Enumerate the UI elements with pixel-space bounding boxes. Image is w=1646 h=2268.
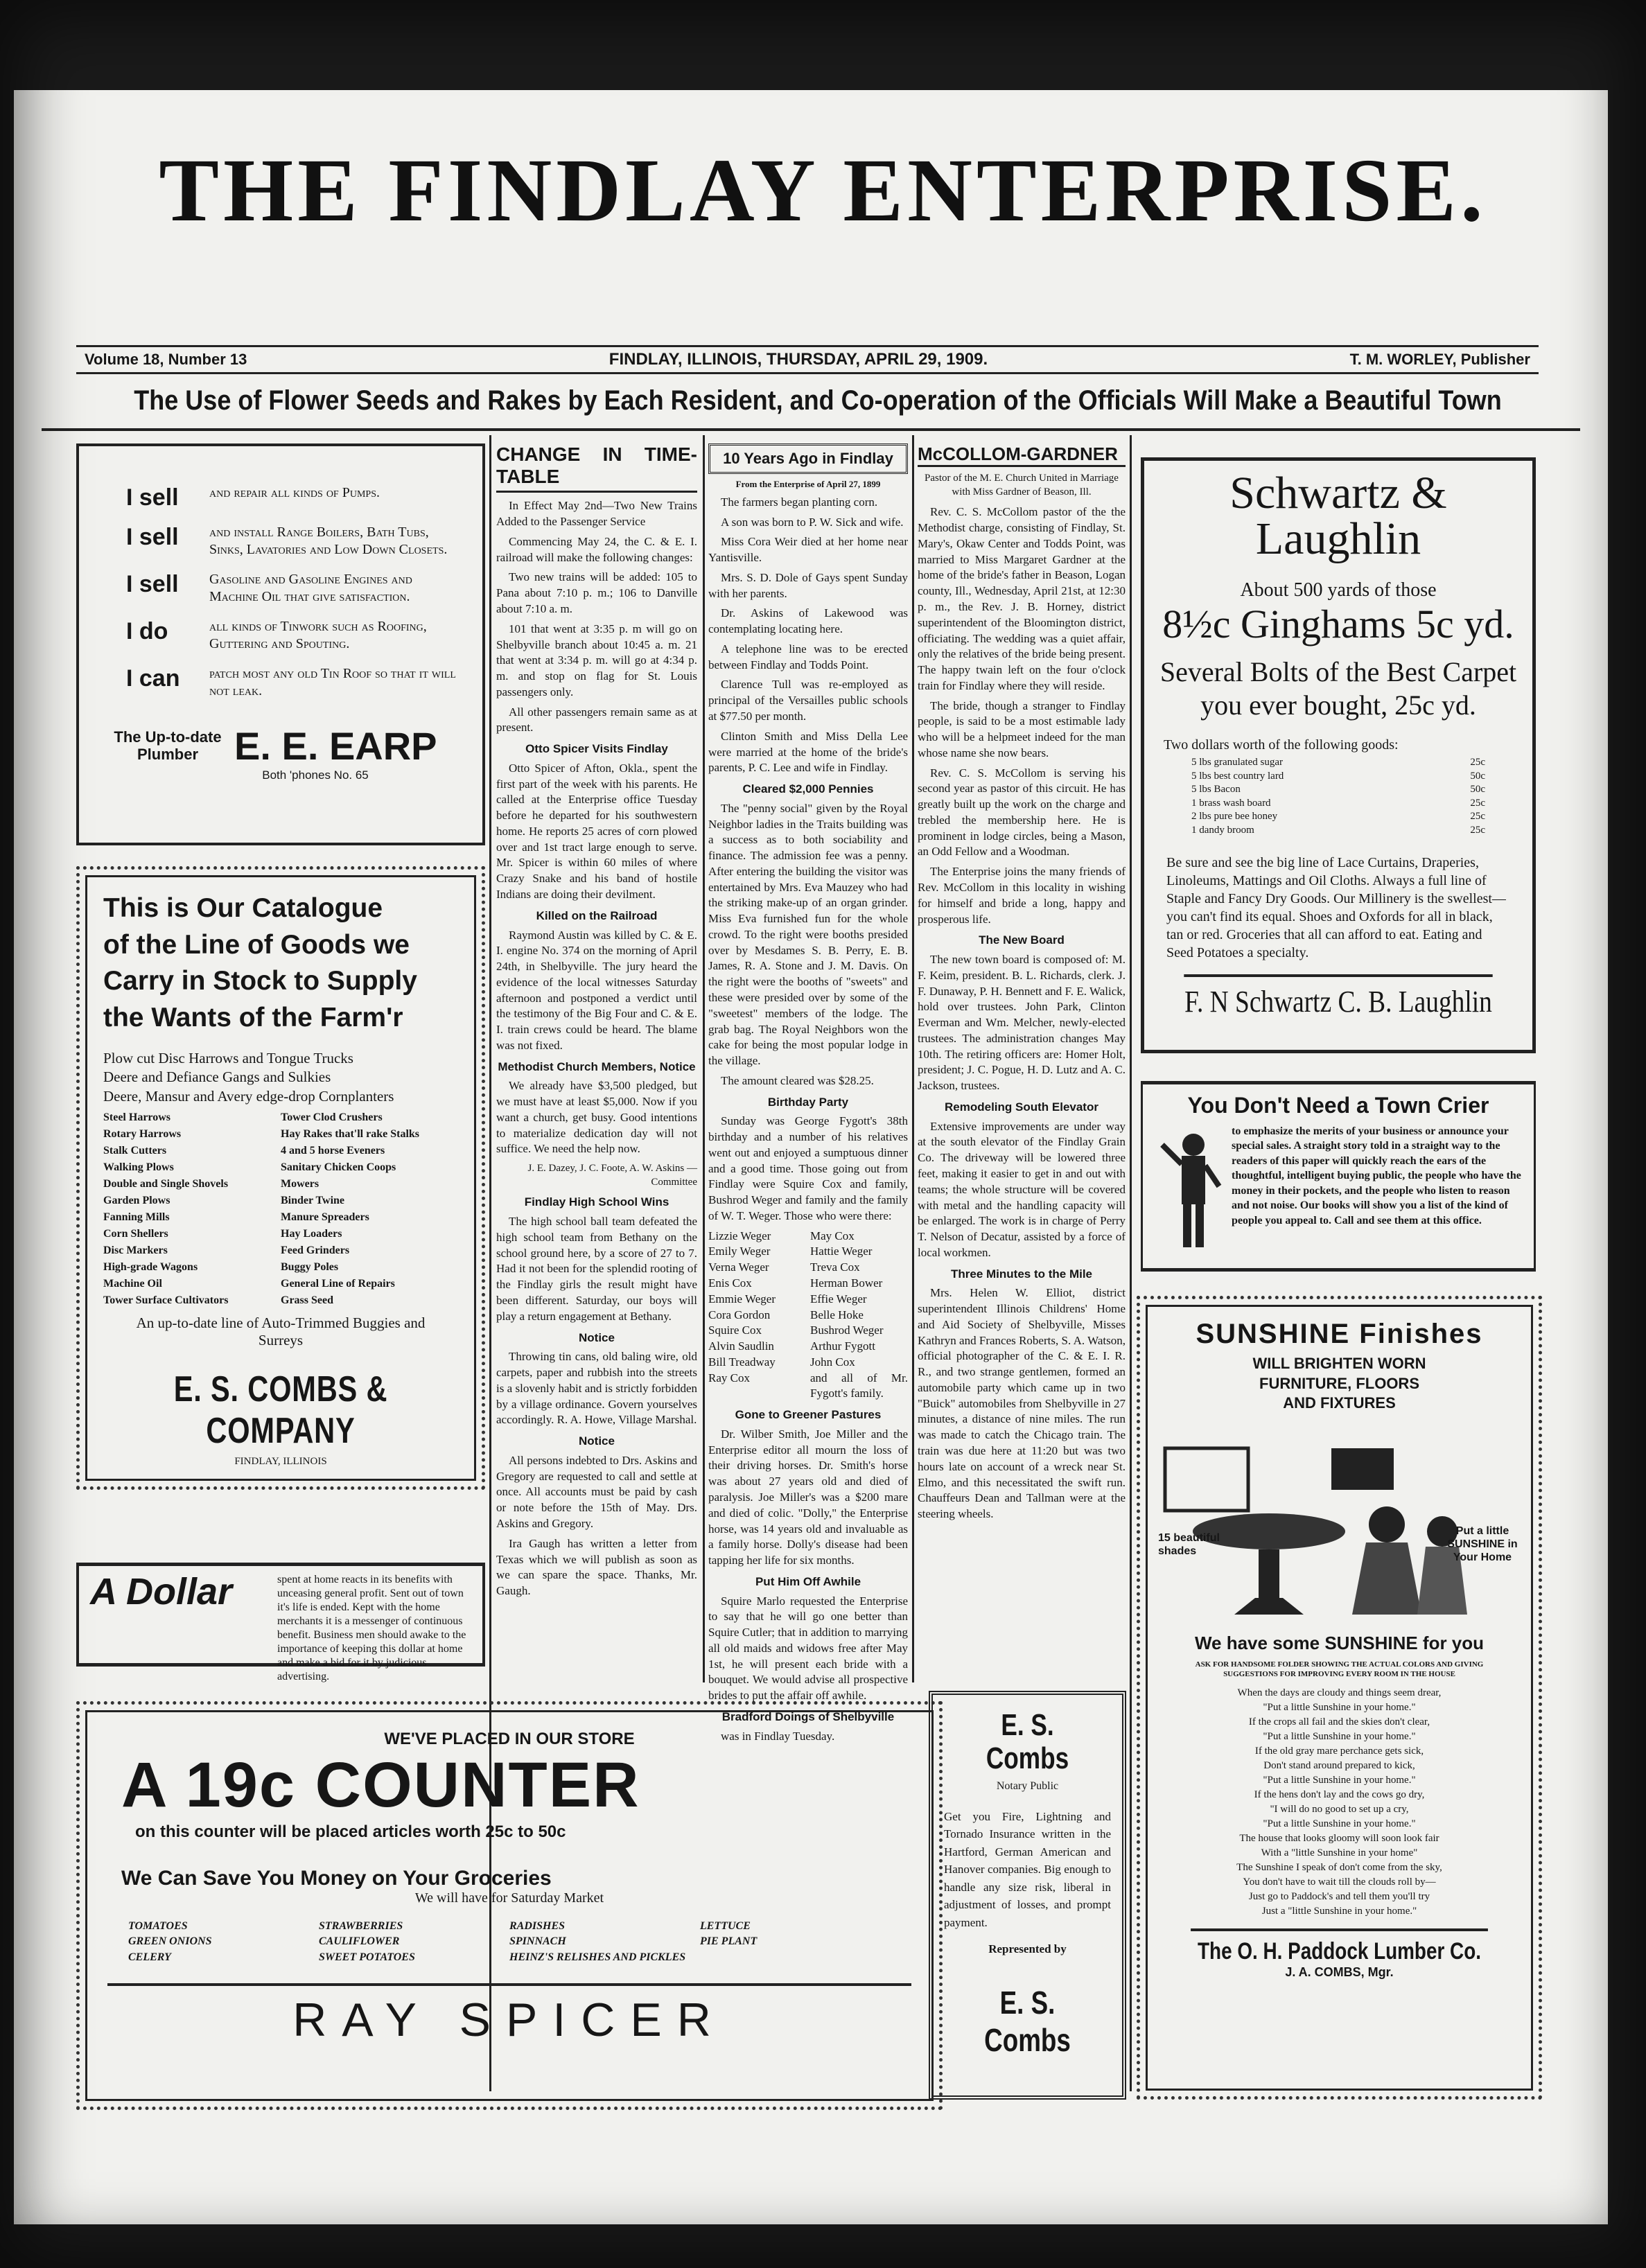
catalogue-lists	[103, 1109, 458, 1309]
story-paragraph: was in Findlay Tuesday.	[721, 1729, 835, 1743]
sunshine-illustration	[1158, 1421, 1521, 1628]
grocery-item: STRAWBERRIES	[319, 1919, 403, 1932]
story-paragraph: Mrs. Helen W. Elliot, district superintendent Illinois Childrens' Home and Aid Society of Shelbyville, Misses Kathryn and Frances Roberts, S. A. Watson, official photographer of the C. & E. I. R. R., and two strange gentlemen, formed an automobile party which came up in two "Buick" automobiles from Shelbyville in 27 minutes, a distance of nine miles. The run was made to catch the Chicago train. The train was due here at 11:20 but was two hours late on account of a wreck near St. Elmo, and this necessitated the swift run. Chauffeurs Dean and Tallman were at the steering wheels.	[918, 1286, 1126, 1521]
poem-line: "I will do no good to set up a cry,	[1270, 1804, 1409, 1816]
guest-name: Herman Bower	[810, 1276, 883, 1290]
story-headline: Cleared $2,000 Pennies	[742, 782, 874, 796]
story-headline: Birthday Party	[767, 1095, 849, 1109]
sunshine-bottom: We have some SUNSHINE for you	[1194, 1632, 1485, 1653]
guest-name: Verna Weger	[708, 1260, 769, 1274]
story-paragraph: Raymond Austin was killed by C. & E. I. engine No. 374 on the morning of April 24th, in Shelbyville. The jury heard the evidence of the local witnesses Saturday afternoon and postponed a verdict until the testimony of the Big Four and C. & E. I. train crews could be heard. The blame was not fixed.	[496, 928, 697, 1052]
spicer-counter: A 19c COUNTER	[121, 1750, 640, 1820]
guest-name: Arthur Fygott	[810, 1339, 875, 1353]
grocery-item: RADISHES	[509, 1919, 566, 1932]
catalogue-item: Manure Spreaders	[281, 1211, 369, 1224]
earp-row: I sell Gasoline and Gasoline Engines and Machine Oil that give satisfaction.	[126, 571, 412, 604]
poem-line: If the crops all fail and the skies don't clear,	[1248, 1716, 1430, 1728]
story-paragraph: Ira Gaugh has written a letter from Texas which we will publish as soon as we can spare the space. Thanks, Mr. Gaugh.	[496, 1536, 697, 1598]
story-paragraph: The new town board is composed of: M. F. Keim, president. B. L. Richards, clerk. J. F. Dunaway, P. H. Bennett and F. E. Walick, hold over trustees. John Park, Clinton Everman and Wm. Melcher, newly-elected trustees. The administration changes May 10th. The retiring officers are: Homer Holt, president; J. C. Pogue, H. D. Lutz and A. C. Jackson, trustees.	[918, 953, 1126, 1093]
earp-name: E. E. EARP	[234, 724, 437, 768]
story-paragraph: The amount cleared was $28.25.	[721, 1073, 874, 1087]
story-paragraph: Rev. C. S. McCollom pastor of the the Methodist charge, consisting of Findlay, St. Mary's, Okaw Center and Todds Point, was married to Miss Margaret Gardner at the home of the bride's father in Beason, Logan county, Ill., Wednesday, April 21st, at 12:30 p. m., the Rev. J. B. Horney, district superintendent of the Bloomington district, officiating. The wedding was a quiet affair, only the relatives of the bride being present. The happy twain left on the four o'clock train for Findlay where they will reside.	[918, 505, 1126, 692]
insurance-name: E. S. Combs	[984, 1985, 1071, 2059]
poem-line: Just a "little Sunshine in your home."	[1261, 1906, 1417, 1917]
combs-town: FINDLAY, ILLINOIS	[234, 1456, 327, 1468]
catalogue-left-list	[103, 1109, 281, 1309]
column-ten-years-ago	[708, 443, 908, 1743]
grocery-item: PIE PLANT	[700, 1935, 758, 1948]
goods-item: 1 brass wash board	[1191, 797, 1271, 809]
earp-ad	[76, 443, 485, 845]
story-paragraph: Extensive improvements are under way at the south elevator of the Findlay Grain Co. The driveway will be lowered three feet, making it easier to get in and out with teams; the whole structure will be covered with metal and the handling capacity will be enlarged. The work is in charge of Perry T. Nelson of Decatur, assisted by a force of local workmen.	[918, 1119, 1126, 1259]
spicer-ad	[76, 1701, 943, 2110]
sunshine-ask: ASK FOR HANDSOME FOLDER SHOWING THE ACTUAL COLORS AND GIVING SUGGESTIONS FOR IMPROVING EVERY ROOM IN THE HOUSE	[1195, 1660, 1484, 1679]
story-headline: Three Minutes to the Mile	[950, 1267, 1093, 1281]
goods-item: 1 dandy broom	[1191, 824, 1254, 836]
story-paragraph: All other passengers remain same as at present.	[496, 705, 697, 735]
town-crier-ad	[1141, 1081, 1536, 1272]
banner-headline: The Use of Flower Seeds and Rakes by Each Resident, and Co-operation of the Officials Will Make a Beautiful Town	[134, 385, 1502, 416]
story-paragraph: A telephone line was to be erected between Findlay and Todds Point.	[708, 642, 908, 671]
sunshine-shades: 15 beautiful shades	[1158, 1531, 1220, 1557]
poem-line: Just go to Paddock's and tell them you'll try	[1248, 1891, 1430, 1903]
sl-title: Schwartz & Laughlin	[1229, 468, 1447, 564]
sl-signature: F. N Schwartz C. B. Laughlin	[1184, 974, 1492, 1021]
column-mccollom-gardner	[918, 443, 1126, 1677]
story-paragraph: Clarence Tull was re-employed as principal of the Versailles public schools at $77.50 per month.	[708, 678, 908, 723]
goods-row	[1157, 810, 1520, 824]
combs-catalogue-ad	[76, 866, 485, 1490]
poem-line: The Sunshine I speak of don't come from the sky,	[1236, 1862, 1442, 1874]
story-paragraph: Mrs. S. D. Dole of Gays spent Sunday with her parents.	[708, 570, 908, 600]
guest-name: Lizzie Weger	[708, 1229, 771, 1242]
story-paragraph: The Enterprise joins the many friends of Rev. McCollom in this locality in wishing for himself and bride a long, happy and prosperous life.	[918, 865, 1126, 926]
wedding-headline: McCOLLOM-GARDNER	[918, 443, 1126, 467]
guest-name: Cora Gordon	[708, 1308, 771, 1321]
goods-item: 2 lbs pure bee honey	[1191, 811, 1278, 823]
combs-insurance-ad	[929, 1691, 1126, 2100]
goods-row	[1157, 824, 1520, 838]
goods-row	[1157, 783, 1520, 797]
guest-name: Hattie Weger	[810, 1245, 873, 1258]
catalogue-item: Tower Clod Crushers	[281, 1111, 383, 1124]
sl-body: Be sure and see the big line of Lace Curtains, Draperies, Linoleums, Mattings and Oil Cloths. Always a full line of Staple and Fancy Dry Goods. Our Millinery is the swellest—you can't find its equal. Shoes and Oxfords for all in black, tan or red. Groceries that all can afford to eat. Eating and Seed Potatoes a specialty.	[1166, 855, 1506, 961]
goods-price: 25c	[1470, 797, 1485, 809]
story-paragraph: Commencing May 24, the C. & E. I. railroad will make the following changes:	[496, 534, 697, 564]
story-headline: The New Board	[979, 933, 1065, 947]
banner-rule	[42, 428, 1580, 431]
story-paragraph: Clinton Smith and Miss Della Lee were married at the home of the bride's parents, P. C. Lee and wife in Findlay.	[708, 729, 908, 775]
catalogue-footer: An up-to-date line of Auto-Trimmed Buggies and Surreys	[136, 1315, 426, 1349]
goods-row	[1157, 770, 1520, 784]
insurance-title: E. S. Combs	[986, 1708, 1069, 1776]
dollar-ad	[76, 1563, 485, 1682]
spicer-groceries: We Can Save You Money on Your Groceries	[121, 1866, 552, 1890]
goods-price: 25c	[1470, 811, 1485, 823]
story-headline: Notice	[579, 1330, 615, 1344]
story-paragraph: Throwing tin cans, old baling wire, old carpets, paper and rubbish into the streets is a slovenly habit and is strictly forbidden by a village ordinance. Govern yourselves accordingly. R. A. Howe, Village Marshal.	[496, 1350, 697, 1427]
sl-goods-list	[1157, 756, 1520, 837]
guest-name: Squire Cox	[708, 1324, 762, 1337]
story-headline: Otto Spicer Visits Findlay	[525, 742, 668, 756]
committee-signature: J. E. Dazey, J. C. Foote, A. W. Askins — Committee	[527, 1163, 697, 1188]
catalogue-item: High-grade Wagons	[103, 1261, 198, 1274]
column-rule-4	[1130, 435, 1132, 2091]
insurance-sub: Notary Public	[996, 1779, 1059, 1792]
party-guest-list	[708, 1229, 908, 1402]
ten-years-items	[708, 495, 908, 776]
guest-name: John Cox	[810, 1355, 855, 1369]
goods-item: 5 lbs best country lard	[1191, 770, 1284, 782]
sunshine-lines: WILL BRIGHTEN WORN FURNITURE, FLOORS AND FIXTURES	[1252, 1355, 1426, 1412]
story-headline: Killed on the Railroad	[536, 908, 658, 922]
story-paragraph: In Effect May 2nd—Two New Trains Added to the Passenger Service	[496, 499, 697, 529]
poem-line: With a "little Sunshine in your home"	[1261, 1847, 1418, 1859]
poem-line: Don't stand around prepared to kick,	[1263, 1760, 1415, 1772]
story-paragraph: 101 that went at 3:35 p. m will go on Shelbyville branch about 10:45 a. m. 21 that went at 3:34 p. m. will go at 4:34 p. m. and stop on flag for St. Louis passengers only.	[496, 622, 697, 698]
column-rule-2	[703, 435, 705, 1682]
catalogue-item: Steel Harrows	[103, 1111, 171, 1124]
guest-name: Enis Cox	[708, 1276, 752, 1290]
guest-name: Bill Treadway	[708, 1355, 776, 1369]
story-paragraph: The "penny social" given by the Royal Neighbor ladies in the Traits building was a success as to both sociability and finance. The admission fee was a penny. After entering the building the visitor was entertained by Mrs. Eva Mauzey who had the striking make-up of an organ grinder. Miss Eva furnished fun for the whole crowd. To the right were booths presided over by Mesdames S. B. Perry, E. B. James, R. A. Stone and J. M. Davis. On the right were the booths of "sweets" and these were presided over by some of the "sweetest" members of the lodge. The grab bag. The Royal Neighbors won the cake for being the most popular lodge in the village.	[708, 801, 908, 1068]
story-paragraph: Sunday was George Fygott's 38th birthday and a number of his relatives went out and enjoyed a sumptuous dinner and a good time. Those going out from Findlay were Squire Cox and family, Bushrod Weger and family and the family of W. T. Weger. Those who were there:	[708, 1114, 908, 1222]
story-paragraph: Dr. Askins of Lakewood was contemplating locating here.	[708, 606, 908, 636]
story-paragraph: A son was born to P. W. Sick and wife.	[721, 515, 904, 529]
volume-number: Volume 18, Number 13	[85, 351, 247, 368]
grocery-item: TOMATOES	[128, 1919, 188, 1932]
goods-item: 5 lbs Bacon	[1191, 784, 1241, 795]
poem-line: The house that looks gloomy will soon look fair	[1239, 1833, 1439, 1845]
catalogue-item: Mowers	[281, 1178, 319, 1190]
sl-line4: you ever bought, 25c yd.	[1200, 689, 1476, 721]
crier-title: You Don't Need a Town Crier	[1187, 1093, 1489, 1118]
goods-row	[1157, 756, 1520, 770]
earp-signature	[112, 723, 463, 768]
catalogue-item: Double and Single Shovels	[103, 1178, 229, 1190]
publisher: T. M. WORLEY, Publisher	[1349, 351, 1530, 368]
guest-name: Emily Weger	[708, 1245, 771, 1258]
dateline: FINDLAY, ILLINOIS, THURSDAY, APRIL 29, 1909.	[609, 350, 988, 369]
spicer-name: RAY SPICER	[107, 1983, 911, 2047]
goods-price: 50c	[1470, 770, 1485, 782]
earp-rows	[126, 484, 463, 700]
guest-name: Treva Cox	[810, 1260, 860, 1274]
town-crier-illustration	[1155, 1124, 1232, 1256]
catalogue-item: Walking Plows	[103, 1161, 174, 1174]
earp-phones: Both 'phones No. 65	[262, 768, 369, 782]
ten-years-box	[708, 443, 908, 474]
sunshine-ad	[1137, 1296, 1542, 2100]
story-paragraph: Miss Cora Weir died at her home near Yantisville.	[708, 535, 908, 565]
earp-row: I do all kinds of Tinwork such as Roofing, Guttering and Spouting.	[126, 618, 427, 651]
grocery-item: HEINZ'S RELISHES AND PICKLES	[509, 1951, 686, 1963]
story-paragraph: Two new trains will be added: 105 to Pana about 7:10 p. m.; 106 to Danville about 7:10 a. m.	[496, 570, 697, 615]
grocery-item: CAULIFLOWER	[319, 1935, 400, 1948]
grocery-item: CELERY	[128, 1951, 171, 1963]
earp-row: I sell and install Range Boilers, Bath Tubs, Sinks, Lavatories and Low Down Closets.	[126, 524, 448, 557]
catalogue-item: Corn Shellers	[103, 1228, 168, 1240]
catalogue-item: Feed Grinders	[281, 1245, 350, 1257]
story-paragraph: All persons indebted to Drs. Askins and Gregory are requested to call and settle at once. All accounts must be paid by cash or note before the 15th of May. Drs. Askins and Gregory.	[496, 1453, 697, 1530]
poem-line: "Put a little Sunshine in your home."	[1263, 1702, 1416, 1714]
catalogue-item: Buggy Poles	[281, 1261, 339, 1274]
catalogue-item: General Line of Repairs	[281, 1278, 395, 1290]
grocery-item: SPINNACH	[509, 1935, 566, 1948]
story-paragraph: We already have $3,500 pledged, but we must have at least $5,000. Now if you want a church, get busy. Good intentions to materialize dedication day will not suffice. We need the help now.	[496, 1079, 697, 1156]
grocery-item	[700, 1950, 891, 1965]
catalogue-item: Garden Plows	[103, 1195, 170, 1207]
story-paragraph: Rev. C. S. McCollom is serving his second year as pastor of this circuit. He has greatly built up the work on the charge and trebled the membership here. He is prominent in lodge circles, being a Mason, an Odd Fellow and a Woodman.	[918, 766, 1126, 859]
insurance-rep: Represented by	[988, 1942, 1067, 1956]
earp-tag: The Up-to-date Plumber	[114, 728, 222, 763]
combs-company-name: E. S. COMBS & COMPANY	[173, 1369, 388, 1452]
story-headline: Remodeling South Elevator	[945, 1100, 1098, 1114]
catalogue-item: Tower Surface Cultivators	[103, 1294, 229, 1307]
dollar-text: spent at home reacts in its benefits with unceasing general profit. Sent out of town it's life is ended. Kept with the home merchants it is a messenger of continuous benefit. Business men should awake to the importance of keeping this dollar at home and make a bid for it by judicious advertising.	[277, 1574, 466, 1682]
earp-row: I can patch most any old Tin Roof so that it will not leak.	[126, 665, 456, 698]
masthead-title: THE FINDLAY ENTERPRISE.	[159, 141, 1487, 240]
catalogue-lines: Plow cut Disc Harrows and Tongue Trucks Deere and Defiance Gangs and Sulkies Deere, Mansur and Avery edge-drop Cornplanters	[103, 1049, 394, 1105]
goods-item: 5 lbs granulated sugar	[1191, 757, 1284, 768]
insurance-text: Get you Fire, Lightning and Tornado Insurance written in the Hartford, German American and Hanover companies. Big enough to handle any size risk, liberal in adjustment of losses, and prompt payment.	[944, 1809, 1111, 1929]
schwartz-laughlin-ad	[1141, 457, 1536, 1053]
wedding-sub: Pastor of the M. E. Church United in Marriage with Miss Gardner of Beason, Ill.	[925, 473, 1119, 498]
story-paragraph: The bride, though a stranger to Findlay people, is said to be a most estimable lady who will be a helpmeet indeed for the man whose name she now bears.	[918, 698, 1126, 759]
crier-figure-icon	[1155, 1124, 1232, 1256]
catalogue-item: Hay Loaders	[281, 1228, 342, 1240]
spicer-top: WE'VE PLACED IN OUR STORE	[384, 1730, 635, 1748]
catalogue-item: Sanitary Chicken Coops	[281, 1161, 396, 1174]
sunshine-poem	[1158, 1686, 1521, 1919]
timetable-headline: CHANGE IN TIME-TABLE	[496, 443, 697, 493]
story-headline: Put Him Off Awhile	[755, 1574, 861, 1588]
story-headline: Bradford Doings of Shelbyville	[721, 1709, 895, 1723]
catalogue-item: Binder Twine	[281, 1195, 345, 1207]
goods-row	[1157, 797, 1520, 811]
spicer-sub: on this counter will be placed articles worth 25c to 50c	[135, 1822, 566, 1841]
dollar-title: A Dollar	[90, 1571, 233, 1612]
goods-price: 25c	[1470, 757, 1485, 768]
dollar-row	[90, 1573, 471, 1684]
guest-name: Belle Hoke	[810, 1308, 864, 1321]
sl-line3: Several Bolts of the Best Carpet	[1159, 656, 1517, 688]
sunshine-home: Put a little SUNSHINE in Your Home	[1447, 1524, 1518, 1564]
poem-line: You don't have to wait till the clouds roll by—	[1243, 1876, 1436, 1888]
catalogue-item: Machine Oil	[103, 1278, 162, 1290]
story-paragraph: Squire Marlo requested the Enterprise to say that he will go one better than Squire Cutler; that in addition to marrying all old maids and widows free after May 1st, he will present each bride with a bouquet. We would advise all prospective brides to put the affair off awhile.	[708, 1594, 908, 1703]
column-timetable	[496, 443, 697, 1691]
guest-name: Effie Weger	[810, 1292, 867, 1306]
story-headline: Gone to Greener Pastures	[735, 1408, 882, 1422]
guest-name: Bushrod Weger	[810, 1324, 884, 1337]
catalogue-right-list	[281, 1109, 458, 1309]
poem-line: If the old gray mare perchance gets sick,	[1254, 1746, 1424, 1757]
poem-line: "Put a little Sunshine in your home."	[1263, 1775, 1416, 1786]
catalogue-headline: This is Our Catalogue of the Line of Goods we Carry in Stock to Supply the Wants of the Farm'r	[103, 893, 417, 1032]
sl-line5: Two dollars worth of the following goods:	[1164, 737, 1399, 753]
grocery-item: SWEET POTATOES	[319, 1951, 415, 1963]
story-paragraph: Otto Spicer of Afton, Okla., spent the first part of the week with his parents. He called at the Enterprise office Tuesday before he departed for his southwestern home. He reports 25 acres of corn plowed over and 1st tract large enough to serve. Mr. Spicer is within 60 miles of where Crazy Snake and his band of hostile Indians are doing their devilment.	[496, 761, 697, 901]
sl-line1: About 500 yards of those	[1240, 579, 1437, 601]
story-paragraph: Dr. Wilber Smith, Joe Miller and the Enterprise editor all mourn the loss of their driving horses. Dr. Smith's horse was about 27 years old and died of paralysis. Joe Miller's was a $200 mare and died of colic. "Dolly," the Enterprise horse, was 14 years old and invaluable as a family horse. Dolly's disease had been tapping her life for six months.	[708, 1427, 908, 1567]
poem-line: If the hens don't lay and the cows go dry,	[1254, 1789, 1425, 1801]
catalogue-item: Hay Rakes that'll rake Stalks	[281, 1128, 420, 1141]
crier-row	[1155, 1124, 1521, 1256]
sunshine-title: SUNSHINE Finishes	[1196, 1319, 1483, 1349]
poem-line: "Put a little Sunshine in your home."	[1263, 1731, 1416, 1743]
story-paragraph: The high school ball team defeated the high school team from Bethany on the school ground here, by a score of 27 to 7. Had it not been for the splendid rooting of the Findlay girls the result might have been different. Saturday, our boys will play a return engagement at Bethany.	[496, 1215, 697, 1323]
guest-name: Ray Cox	[708, 1371, 750, 1384]
grocery-item: LETTUCE	[700, 1919, 751, 1932]
dateline-bar	[76, 345, 1539, 374]
column-rule-3	[912, 435, 914, 1682]
poem-line: When the days are cloudy and things seem drear,	[1237, 1687, 1442, 1699]
spicer-saturday: We will have for Saturday Market	[414, 1890, 604, 1906]
guest-name: Alvin Saudlin	[708, 1339, 774, 1353]
paddock-company: The O. H. Paddock Lumber Co.	[1191, 1928, 1488, 1965]
catalogue-item: Rotary Harrows	[103, 1128, 182, 1141]
guest-name: May Cox	[810, 1229, 855, 1242]
timetable-paragraphs	[496, 498, 697, 736]
guest-name: and all of Mr. Fygott's family.	[810, 1371, 908, 1400]
story-headline: Findlay High School Wins	[524, 1195, 669, 1209]
catalogue-item: Grass Seed	[281, 1294, 333, 1307]
catalogue-item: 4 and 5 horse Eveners	[281, 1145, 385, 1157]
story-headline: Notice	[579, 1434, 615, 1448]
ten-years-headline: 10 Years Ago in Findlay	[723, 450, 893, 467]
sl-line2: 8½c Ginghams 5c yd.	[1162, 601, 1514, 647]
crier-text: to emphasize the merits of your business or announce your special sales. A straight story told in a straight way to the readers of this paper will quickly reach the ears of the thoughtful, intelligent buying public, the people who have the money in their pockets, and the people who listen to reason and not noise. Our books will show you a list of the kind of people you appeal to. Call and see them at this office.	[1232, 1125, 1521, 1227]
catalogue-item: Stalk Cutters	[103, 1145, 167, 1157]
grocery-item: GREEN ONIONS	[128, 1935, 212, 1948]
poem-line: "Put a little Sunshine in your home."	[1263, 1818, 1416, 1830]
story-paragraph: The farmers began planting corn.	[721, 495, 878, 509]
spicer-items	[128, 1919, 891, 1965]
ten-years-sub: From the Enterprise of April 27, 1899	[735, 479, 881, 490]
goods-price: 25c	[1470, 824, 1485, 836]
paddock-manager: J. A. COMBS, Mgr.	[1285, 1965, 1394, 1980]
catalogue-item: Fanning Mills	[103, 1211, 170, 1224]
guest-name: Emmie Weger	[708, 1292, 776, 1306]
story-headline: Methodist Church Members, Notice	[498, 1060, 696, 1073]
earp-row: I sell and repair all kinds of Pumps.	[126, 484, 380, 511]
catalogue-item: Disc Markers	[103, 1245, 168, 1257]
goods-price: 50c	[1470, 784, 1485, 795]
